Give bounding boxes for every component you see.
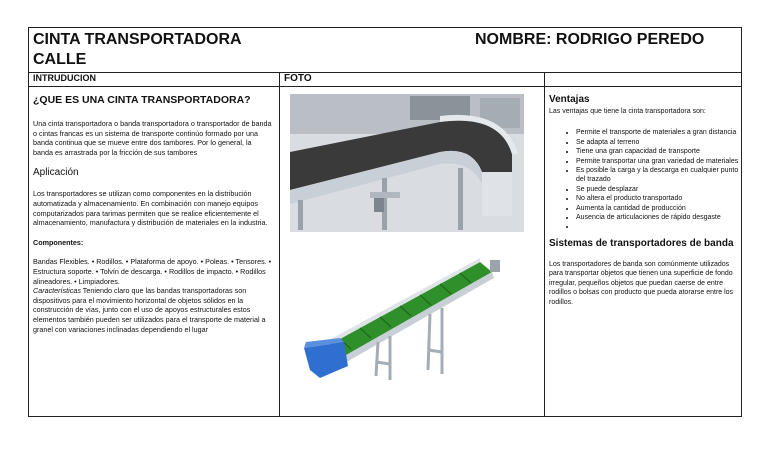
document-table — [28, 27, 742, 417]
document-title: CINTA TRANSPORTADORA CALLE — [33, 31, 241, 68]
intro-column — [33, 94, 273, 334]
list-item: • Tiene una gran capacidad de transporte — [576, 147, 739, 156]
photo-column-header: FOTO — [284, 73, 312, 84]
advantages-heading: Ventajas — [549, 94, 590, 105]
column-divider-2 — [544, 72, 545, 416]
components-paragraph — [33, 257, 273, 334]
components-heading: Componentes: — [33, 237, 84, 247]
definition-text: Una cinta transportadora o banda transportadora o transportador de banda o cintas francas es un sistema de transporte continúo formado por una banda continua que se mueve entre dos tambores. Por lo general, la banda es arrastrada por la fricción de sus tambores — [33, 119, 272, 157]
advantages-list — [549, 128, 739, 231]
list-item: • Ausencia de articulaciones de rápido desgaste — [576, 213, 739, 222]
column-divider-1 — [279, 72, 280, 416]
systems-heading: Sistemas de transportadores de banda — [549, 237, 734, 249]
features-text: Teniendo claro que las bandas transportadoras son dispositivos para el movimiento horizontal de objetos sólidos en la construcción de vías, junto con el uso de apoyos estructurales estos elementos también pueden ser utilizados para el transporte de material a granel con variaciones inclinadas dependiendo el lugar — [33, 286, 266, 334]
list-item: • Aumenta la cantidad de producción — [576, 204, 739, 213]
inclined-conveyor-photo — [290, 238, 524, 388]
features-label: Características — [33, 286, 81, 296]
list-item: • Se puede desplazar — [576, 185, 739, 194]
systems-text: Los transportadores de banda son comúnmente utilizados para transportar objetos que tienen una superficie de fondo irregular, pequeños objetos que puedan caerse de entre rodillos o bolsas con producto que pueda atorarse entre los rodillos. — [549, 260, 734, 306]
intro-column-header: INTRUDUCION — [33, 73, 96, 83]
list-item: • No altera el producto transportado — [576, 194, 739, 203]
list-item: • Permite el transporte de materiales a gran distancia — [576, 128, 739, 137]
advantages-column — [549, 94, 739, 307]
application-text: Los transportadores se utilizan como componentes en la distribución automatizada y almacenamiento. En combinación con manejo equipos computarizados para tarimas permiten que se realice eficientemente el almacenamiento, manufactura y distribución de materiales en la industria. — [33, 189, 268, 228]
components-text: Bandas Flexibles. • Rodillos. • Plataforma de apoyo. • Poleas. • Tensores. • Estructura soporte. • Tolvín de descarga. • Rodillos de impacto. • Rodillos alineadores. • Limpiadores. — [33, 257, 272, 286]
list-item: • Permite transportar una gran variedad de materiales — [576, 157, 739, 166]
list-item — [576, 222, 739, 231]
author-name: NOMBRE: RODRIGO PEREDO — [475, 31, 705, 48]
list-item: • Se adapta al terreno — [576, 138, 739, 147]
list-item: • Es posible la carga y la descarga en cualquier punto del trazado — [576, 166, 739, 185]
advantages-lead: Las ventajas que tiene la cinta transportadora son: — [549, 108, 706, 115]
column-header-divider — [29, 86, 741, 87]
header-divider — [29, 72, 741, 73]
curved-conveyor-photo — [290, 94, 524, 232]
application-heading: Aplicación — [33, 167, 79, 179]
intro-heading: ¿QUE ES UNA CINTA TRANSPORTADORA? — [33, 94, 251, 106]
